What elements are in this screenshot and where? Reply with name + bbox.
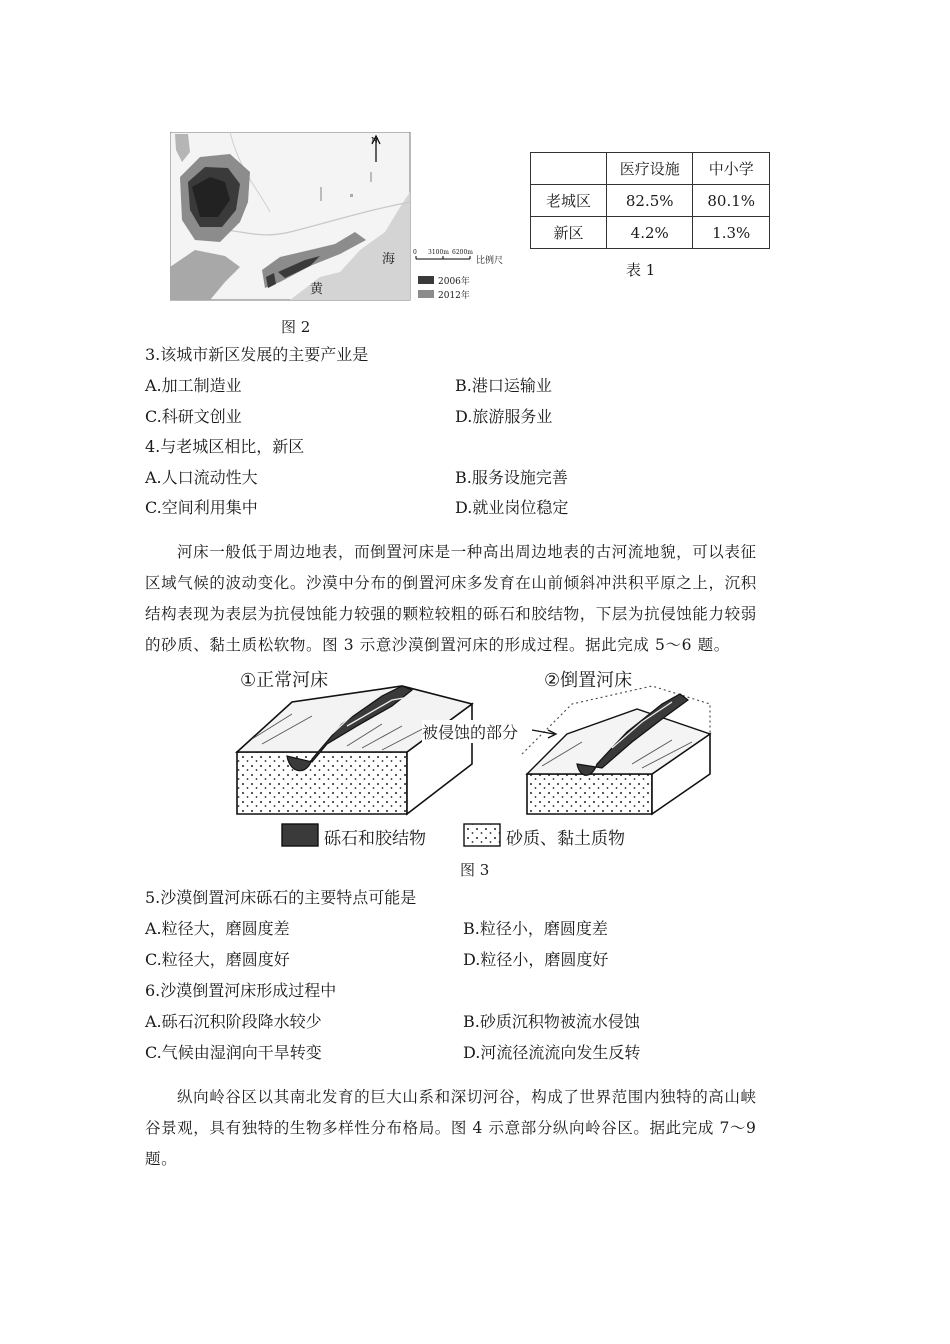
question-3-option-d: D.旅游服务业 [455, 407, 553, 426]
table-cell: 老城区 [531, 185, 607, 217]
riverbed-diagram-graphic [232, 664, 722, 854]
scale-label: 比例尺 [476, 256, 504, 266]
passage-line: 区域气候的波动变化。沙漠中分布的倒置河床多发育在山前倾斜冲洪积平原之上，沉积 [145, 574, 757, 592]
sea-label-1: 海 [382, 252, 396, 267]
question-4-stem: 4.与老城区相比，新区 [145, 437, 305, 456]
figure-2-caption: 图 2 [281, 318, 311, 336]
legend-gravel-label: 砾石和胶结物 [324, 829, 426, 849]
label-inverted-riverbed: ②倒置河床 [544, 670, 633, 691]
question-6-stem: 6.沙漠倒置河床形成过程中 [145, 981, 337, 1000]
question-4-option-b: B.服务设施完善 [455, 468, 568, 487]
table-1 [530, 152, 770, 249]
question-3-option-a: A.加工制造业 [145, 376, 242, 395]
table-cell: 82.5% [607, 185, 693, 217]
table-cell: 1.3% [693, 217, 770, 249]
scale-tick-0: 0 [413, 249, 417, 256]
legend-gravel-swatch [282, 824, 318, 846]
question-3-stem: 3.该城市新区发展的主要产业是 [145, 345, 369, 364]
legend-swatch-2006 [418, 276, 434, 284]
table-cell: 新区 [531, 217, 607, 249]
table-cell: 80.1% [693, 185, 770, 217]
passage-line: 的砂质、黏土质松软物。图 3 示意沙漠倒置河床的形成过程。据此完成 5～6 题。 [145, 636, 730, 654]
passage-line: 纵向岭谷区以其南北发育的巨大山系和深切河谷，构成了世界范围内独特的高山峡 [177, 1088, 757, 1106]
label-eroded-part: 被侵蚀的部分 [422, 720, 518, 743]
question-6-option-d: D.河流径流流向发生反转 [463, 1043, 641, 1062]
label-normal-riverbed: ①正常河床 [240, 670, 329, 691]
passage-line: 题。 [145, 1150, 178, 1168]
table-cell: 4.2% [607, 217, 693, 249]
legend-2012: 2012年 [438, 291, 470, 301]
table-header-cell [531, 153, 607, 185]
legend-swatch-2012 [418, 290, 434, 298]
passage-line: 河床一般低于周边地表，而倒置河床是一种高出周边地表的古河流地貌，可以表征 [177, 543, 757, 561]
legend-2006: 2006年 [438, 277, 470, 287]
question-5-option-b: B.粒径小，磨圆度差 [463, 919, 608, 938]
north-label: N [371, 136, 378, 145]
legend-sand-label: 砂质、黏土质物 [506, 829, 625, 849]
question-5-option-c: C.粒径大，磨圆度好 [145, 950, 290, 969]
question-3-option-b: B.港口运输业 [455, 376, 552, 395]
table-header-cell: 中小学 [693, 153, 770, 185]
question-4-option-d: D.就业岗位稳定 [455, 498, 569, 517]
question-5-option-d: D.粒径小，磨圆度好 [463, 950, 609, 969]
normal-riverbed-block [237, 686, 472, 814]
passage-line: 结构表现为表层为抗侵蚀能力较强的颗粒较粗的砾石和胶结物，下层为抗侵蚀能力较弱 [145, 605, 757, 623]
inverted-riverbed-block [522, 686, 710, 814]
question-6-option-c: C.气候由湿润向干旱转变 [145, 1043, 322, 1062]
figure-2-map [170, 132, 515, 302]
question-5-option-a: A.粒径大，磨圆度差 [145, 919, 290, 938]
passage-inverted-riverbed [145, 537, 815, 661]
table-header-row [531, 153, 770, 185]
passage-longitudinal-ridge-valley [145, 1082, 815, 1175]
figure-3-caption: 图 3 [460, 861, 490, 879]
legend-sand-swatch [464, 824, 500, 846]
table-1-caption: 表 1 [626, 261, 656, 279]
table-header-cell: 医疗设施 [607, 153, 693, 185]
question-6-option-a: A.砾石沉积阶段降水较少 [145, 1012, 322, 1031]
question-4-option-a: A.人口流动性大 [145, 468, 258, 487]
scale-tick-2: 6200m [452, 249, 473, 256]
sea-label-2: 黄 [310, 282, 324, 297]
question-6-option-b: B.砂质沉积物被流水侵蚀 [463, 1012, 640, 1031]
table-row [531, 217, 770, 249]
question-4-option-c: C.空间利用集中 [145, 498, 258, 517]
figure-3-diagram [232, 664, 722, 854]
passage-line: 谷景观，具有独特的生物多样性分布格局。图 4 示意部分纵向岭谷区。据此完成 7～9 [145, 1119, 757, 1137]
question-5-stem: 5.沙漠倒置河床砾石的主要特点可能是 [145, 888, 417, 907]
question-3-option-c: C.科研文创业 [145, 407, 242, 426]
table-row [531, 185, 770, 217]
scale-tick-1: 3100m [428, 249, 449, 256]
